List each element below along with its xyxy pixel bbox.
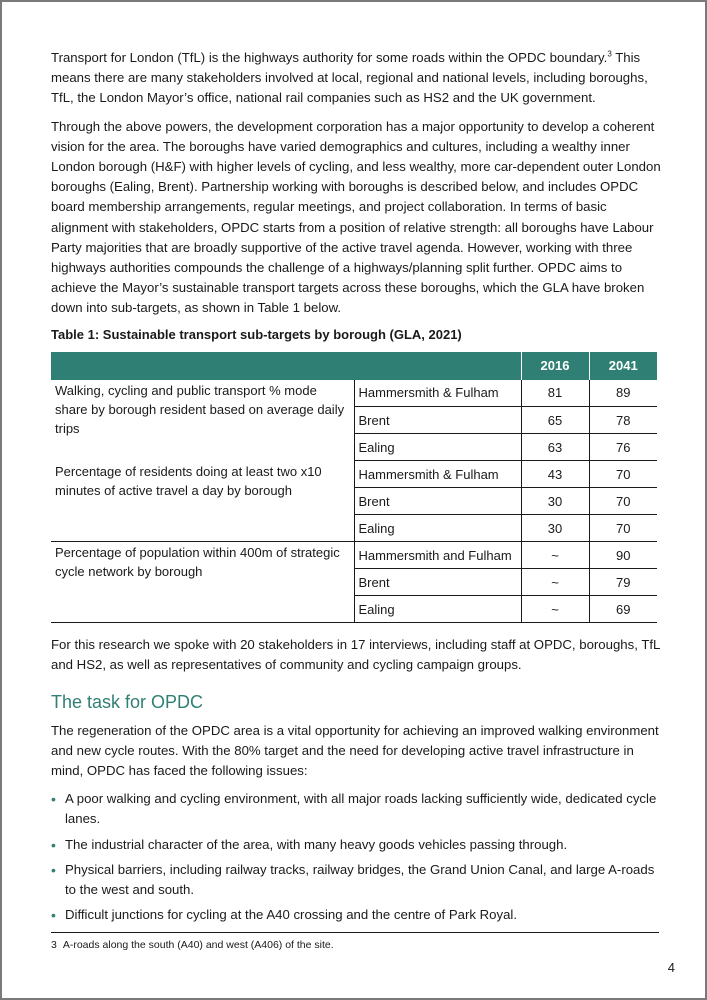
footnote-text: A-roads along the south (A40) and west (A406) of the site. <box>62 939 334 951</box>
section-heading: The task for OPDC <box>51 691 204 712</box>
list-item <box>51 905 661 925</box>
list-item <box>51 860 661 900</box>
row-description: Percentage of population within 400m of strategic cycle network by borough <box>51 542 354 623</box>
borough-cell: Hammersmith and Fulham <box>354 542 521 569</box>
value-2041: 69 <box>589 596 657 623</box>
value-2041: 78 <box>589 407 657 434</box>
list-item-text: A poor walking and cycling environment, with all major roads lacking sufficiently wide, dedicated cycle lanes. <box>65 791 657 827</box>
value-2041: 79 <box>589 569 657 596</box>
value-2016: 81 <box>521 380 589 407</box>
header-2041: 2041 <box>589 352 657 380</box>
bullet-icon: • <box>51 836 56 853</box>
borough-cell: Hammersmith & Fulham <box>354 380 521 407</box>
table-row <box>51 461 657 488</box>
bullet-icon: • <box>51 861 56 878</box>
paragraph-tfl <box>51 48 661 109</box>
paragraph-research: For this research we spoke with 20 stakeholders in 17 interviews, including staff at OPDC, boroughs, TfL and HS2, as well as representatives of community and cycling campaign groups. <box>51 637 660 673</box>
value-2016: 65 <box>521 407 589 434</box>
footnote-ref[interactable]: 3 <box>607 49 612 59</box>
list-item <box>51 789 661 829</box>
value-2041: 89 <box>589 380 657 407</box>
borough-cell: Hammersmith & Fulham <box>354 461 521 488</box>
borough-cell: Brent <box>354 488 521 515</box>
paragraph-powers: Through the above powers, the development corporation has a major opportunity to develop a coherent vision for the area. The boroughs have varied demographics and cultures, including a wealthy inner London borough (H&F) with higher levels of cycling, and less wealthy, more car-dependent outer London boroughs (Ealing, Brent). Partnership working with boroughs is described below, and includes OPDC board membership arrangements, regular meetings, and project collaboration. In terms of basic alignment with stakeholders, OPDC starts from a position of relative strength: all boroughs have Labour Party majorities that are broadly supportive of the active travel agenda. However, working with three highways authorities compounds the challenge of a highways/planning split further. OPDC aims to achieve the Mayor’s sustainable transport targets across these boroughs, which the GLA have broken down into sub-targets, as shown in Table 1 below. <box>51 118 661 316</box>
list-item-text: Difficult junctions for cycling at the A40 crossing and the centre of Park Royal. <box>65 907 518 923</box>
footnote <box>51 939 334 951</box>
header-blank <box>51 352 521 380</box>
row-description: Percentage of residents doing at least two x10 minutes of active travel a day by borough <box>51 461 354 542</box>
value-2041: 70 <box>589 461 657 488</box>
list-item <box>51 835 661 855</box>
value-2016: ~ <box>521 569 589 596</box>
list-item-text: The industrial character of the area, with many heavy goods vehicles passing through. <box>65 836 568 852</box>
value-2041: 76 <box>589 434 657 461</box>
value-2041: 70 <box>589 488 657 515</box>
page-content <box>51 48 661 930</box>
header-2016: 2016 <box>521 352 589 380</box>
table-row <box>51 542 657 569</box>
list-item-text: Physical barriers, including railway tracks, railway bridges, the Grand Union Canal, and large A-roads to the west and south. <box>65 861 655 897</box>
table-caption: Table 1: Sustainable transport sub-targets by borough (GLA, 2021) <box>51 326 462 342</box>
value-2016: 30 <box>521 515 589 542</box>
issues-list <box>51 789 661 925</box>
footnote-divider <box>51 932 659 933</box>
value-2016: ~ <box>521 596 589 623</box>
table-header-row <box>51 352 657 380</box>
borough-cell: Ealing <box>354 515 521 542</box>
paragraph-tfl-text-a: Transport for London (TfL) is the highways authority for some roads within the OPDC boundary. <box>51 50 608 65</box>
paragraph-regeneration: The regeneration of the OPDC area is a vital opportunity for achieving an improved walking environment and new cycle routes. With the 80% target and the need for developing active travel infrastructure in mind, OPDC has faced the following issues: <box>51 722 659 778</box>
borough-cell: Brent <box>354 407 521 434</box>
value-2016: 63 <box>521 434 589 461</box>
row-description: Walking, cycling and public transport % mode share by borough resident based on average daily trips <box>55 382 345 436</box>
borough-cell: Ealing <box>354 434 521 461</box>
targets-table <box>51 352 657 624</box>
value-2016: ~ <box>521 542 589 569</box>
paragraph-tfl-text-b: This means there are many stakeholders involved at local, regional and national levels, including boroughs, TfL, the London Mayor’s office, national rail companies such as HS2 and the UK government. <box>51 50 648 106</box>
bullet-icon: • <box>51 791 56 808</box>
table-row <box>51 380 657 407</box>
borough-cell: Brent <box>354 569 521 596</box>
value-2016: 30 <box>521 488 589 515</box>
footnote-number: 3 <box>51 939 57 951</box>
borough-cell: Ealing <box>354 596 521 623</box>
value-2016: 43 <box>521 461 589 488</box>
value-2041: 70 <box>589 515 657 542</box>
value-2041: 90 <box>589 542 657 569</box>
bullet-icon: • <box>51 907 56 924</box>
page-number: 4 <box>667 960 675 975</box>
